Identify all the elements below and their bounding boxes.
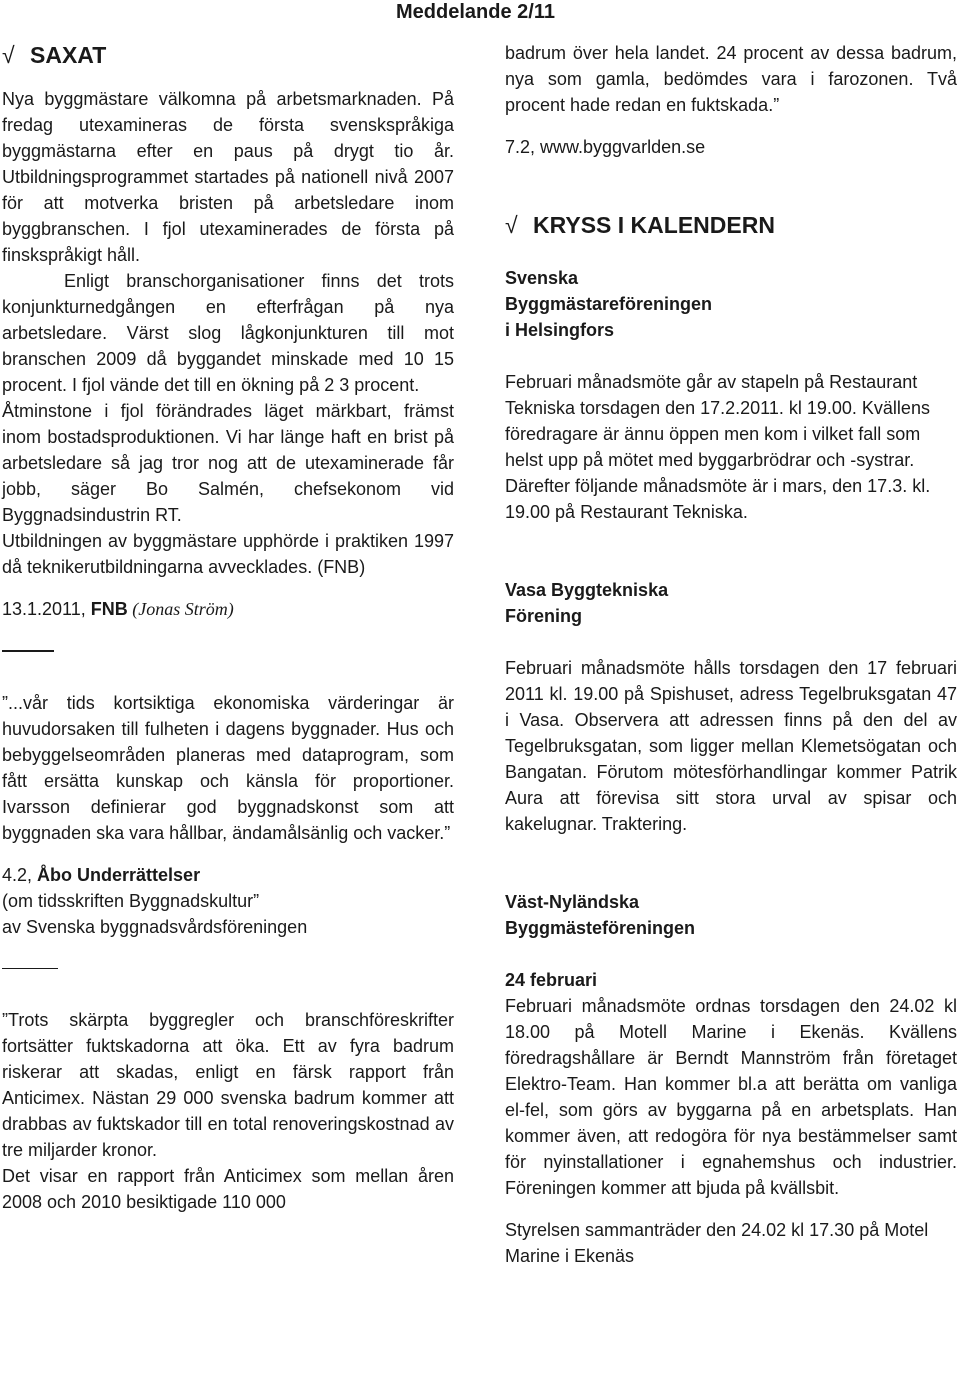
- org-name: Vasa Byggtekniska Förening: [505, 580, 669, 626]
- event-date: 24 februari: [505, 970, 598, 990]
- article-paragraph: Utbildningen av byggmästare upphörde i praktiken 1997 då teknikerutbildningarna avvecklades. (FNB): [2, 531, 454, 577]
- quote-text: [2, 1007, 454, 1163]
- event-text: Februari månadsmöte hålls torsdagen den 17 februari 2011 kl. 19.00 på Spishuset, adress Tegelbruksgatan 47 i Vasa. Observera att adressen finns på den del av Tegelbruksgatan, som ligger mellan Klemetsögatan och Bangatan. Förutom mötesförhandlingar kommer Patrik Aura att förevisa sitt stora urval av spisar och kakelugnar. Traktering.: [505, 658, 957, 834]
- opening-quote-mark: ”: [2, 1010, 8, 1030]
- closing-quote-mark: ”: [444, 823, 451, 843]
- source-date: 13.1.2011,: [2, 599, 91, 619]
- article-paragraph: Enligt branschorganisationer finns det trots konjunkturnedgången en efterfrågan på nya arbetsledare. Värst slog lågkonjunkturen till mot branschen 2009 då byggandet minskade med 10 15 procent. I fjol vände det till en ökning på 2 3 procent.: [2, 271, 454, 395]
- right-column: [505, 40, 957, 1269]
- article-paragraph: Åtminstone i fjol förändrades läget märkbart, främst inom bostadsproduktionen. Vi har länge haft en brist på arbetsledare så jag tror nog att de utexaminerade får jobb, säger Bo Salmén, chefsekonom vid Byggnadsindustrin RT.: [2, 401, 454, 525]
- source-name: Åbo Underrättelser: [37, 865, 201, 885]
- separator-rule: [2, 968, 58, 969]
- source-detail: (om tidsskriften Byggnadskultur”: [2, 891, 260, 911]
- article-paragraph: Nya byggmästare välkomna på arbetsmarknaden. På fredag utexamineras de första svenskspråkiga byggmästarna efter en paus på drygt tio år. Utbildningsprogrammet startades på nationell nivå 2007 för att motverka bristen på arbetsledare inom byggbranschen. I fjol utexaminerades de första på finskspråkigt håll.: [2, 89, 454, 265]
- quote-text: [505, 40, 957, 118]
- event-text: Styrelsen sammanträder den 24.02 kl 17.30 på Motel Marine i Ekenäs: [505, 1220, 929, 1266]
- org-name: Svenska Byggmästareföreningen i Helsingfors: [505, 268, 713, 340]
- section-title: KRYSS I KALENDERN: [533, 212, 775, 238]
- quote-body: badrum över hela landet. 24 procent av dessa badrum, nya som gamla, bedömdes vara i farozonen. Två procent hade redan en fuktskada.: [505, 43, 957, 115]
- left-column: [2, 40, 454, 1215]
- source-date: 4.2,: [2, 865, 38, 885]
- quote-source: 7.2, www.byggvarlden.se: [505, 137, 706, 157]
- event-text: Februari månadsmöte ordnas torsdagen den 24.02 kl 18.00 på Motell Marine i Ekenäs. Kvällens föredragshållare är Berndt Mannström från företaget Elektro-Team. Han kommer bl.a att berätta om vanliga el-fel, som görs av byggarna på en arbetsplats. Han kommer även, att redogöra för nya bestämmelser samt för nyinstallationer i egnahemshus och industrier. Föreningen kommer att bjuda på kvällsbit.: [505, 996, 957, 1198]
- section-heading-kalender: [505, 210, 957, 240]
- checkmark-icon: √: [505, 212, 518, 238]
- article-source: [2, 596, 454, 622]
- separator-rule: [2, 650, 54, 652]
- source-name: FNB: [90, 599, 128, 619]
- source-author: (Jonas Ström): [127, 599, 234, 619]
- org-name: Väst-Nyländska Byggmästeföreningen: [505, 892, 696, 938]
- quote-text: [2, 690, 454, 846]
- closing-quote-mark: ”: [773, 95, 780, 115]
- quote-source: [2, 862, 454, 888]
- checkmark-icon: √: [2, 42, 15, 68]
- page-header: Meddelande 2/11: [396, 1, 555, 23]
- opening-quote-mark: ”: [2, 693, 8, 713]
- quote-text: Det visar en rapport från Anticimex som mellan åren 2008 och 2010 besiktigade 110 000: [2, 1166, 454, 1212]
- quote-body: ...vår tids kortsiktiga ekonomiska värderingar är huvudorsaken till fulheten i dagens byggnader. Hus och bebyggelseområden planeras med dataprogram, som fått ersätta kunskap och känsla för proportioner. Ivarsson definierar god byggnadskonst som att byggnaden ska vara hållbar, ändamålsänlig och vacker.: [2, 693, 454, 843]
- quote-body: Trots skärpta byggregler och branschföreskrifter fortsätter fuktskadorna att öka. Ett av fyra badrum riskerar att skadas, enligt en färsk rapport från Anticimex. Nästan 29 000 svenska badrum kommer att drabbas av fuktskador till en total renoveringskostnad av tre miljarder kronor.: [2, 1010, 454, 1160]
- section-title: SAXAT: [30, 42, 107, 68]
- event-text: Februari månadsmöte går av stapeln på Restaurant Tekniska torsdagen den 17.2.2011. kl 19.00. Kvällens föredragare är ännu öppen men kom i vilket fall som helst upp på mötet med byggarbrödrar och -systrar. Därefter följande månadsmöte är i mars, den 17.3. kl. 19.00 på Restaurant Tekniska.: [505, 372, 931, 522]
- section-heading-saxat: [2, 40, 454, 70]
- source-detail: av Svenska byggnadsvårdsföreningen: [2, 917, 308, 937]
